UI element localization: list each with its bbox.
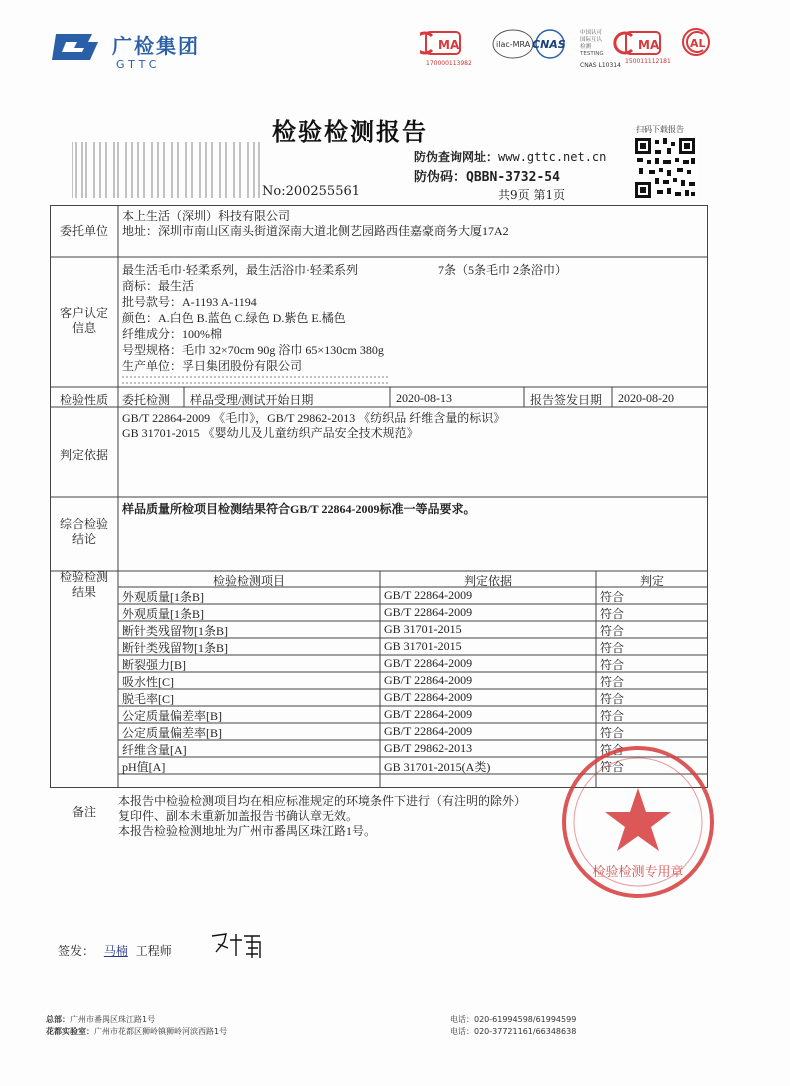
- signer-name: 马楠: [103, 944, 128, 958]
- result-judgement: 符合: [600, 692, 625, 706]
- result-item: 公定质量偏差率[B]: [122, 726, 222, 740]
- remarks-line1: 本报告中检验检测项目均在相应标准规定的环境条件下进行（有注明的除外）: [118, 794, 527, 808]
- cma-mark-icon: [420, 32, 460, 54]
- result-judgement: 符合: [600, 675, 625, 689]
- svg-text:检验检测专用章: 检验检测专用章: [592, 865, 684, 880]
- result-item: pH值[A]: [122, 760, 166, 774]
- basis-line1: GB/T 22864-2009 《毛巾》，GB/T 29862-2013 《纺织品 纤维含量的标识》: [122, 411, 506, 425]
- gttc-logo-icon: [52, 28, 102, 66]
- result-judgement: 符合: [600, 743, 625, 757]
- sample-brand: 商标：最生活: [122, 279, 195, 293]
- sample-fiber: 纤维成分：100%棉: [122, 327, 222, 341]
- results-label: 检验检测 结果: [59, 570, 108, 599]
- result-judgement: 符合: [600, 624, 625, 638]
- inspection-value: 委托检测: [122, 393, 171, 407]
- brand-name: 广检集团: [112, 34, 200, 58]
- cma-number-2: 150011112181: [625, 58, 671, 65]
- sample-producer: 生产单位：孚日集团股份有限公司: [122, 359, 303, 373]
- result-item: 脱毛率[C]: [122, 692, 174, 706]
- result-basis: GB 31701-2015: [384, 622, 462, 636]
- result-judgement: 符合: [600, 607, 625, 621]
- remarks-line2: 复印件、副本未重新加盖报告书确认章无效。: [118, 809, 359, 823]
- handwritten-signature-icon: [210, 930, 280, 960]
- sample-batch: 批号款号：A-1193 A-1194: [122, 295, 257, 309]
- cnas-id: CNAS L10314: [580, 62, 621, 69]
- result-item: 断针类残留物[1条B]: [122, 641, 228, 655]
- cma-number-1: 170000113982: [426, 60, 472, 67]
- report-title: 检验检测报告: [272, 117, 428, 146]
- results-header-judgement: 判定: [639, 574, 664, 588]
- conclusion-text: 样品质量所检项目检测结果符合GB/T 22864-2009标准一等品要求。: [122, 502, 476, 516]
- client-name: 本上生活（深圳）科技有限公司: [122, 209, 291, 223]
- svg-text:ilac-MRA: ilac-MRA: [496, 40, 531, 49]
- qr-label: 扫码下载报告: [636, 125, 684, 134]
- start-date: 2020-08-13: [396, 391, 452, 405]
- result-basis: GB/T 22864-2009: [384, 690, 473, 704]
- result-basis: GB 31701-2015: [384, 639, 462, 653]
- qr-code-icon[interactable]: [633, 136, 697, 200]
- remarks-line3: 本报告检验检测地址为广州市番禺区珠江路1号。: [118, 824, 377, 838]
- result-item: 公定质量偏差率[B]: [122, 709, 222, 723]
- signer-title: 工程师: [135, 944, 172, 958]
- sample-count: 7条（5条毛巾 2条浴巾）: [438, 263, 568, 277]
- decorative-stripes: [72, 142, 260, 198]
- svg-text:MA: MA: [638, 38, 660, 52]
- basis-label: 判定依据: [59, 448, 108, 462]
- result-judgement: 符合: [600, 590, 625, 604]
- anti-fake-url: 防伪查询网址：www.gttc.net.cn: [414, 150, 607, 164]
- result-basis: GB/T 22864-2009: [384, 724, 473, 738]
- cma-mark-icon-2: [615, 32, 660, 54]
- sample-colors: 颜色：A.白色 B.蓝色 C.绿色 D.紫色 E.橘色: [122, 311, 346, 325]
- cnas-text: 中国认可 国际互认 检测 TESTING: [580, 30, 604, 57]
- remarks-label: 备注: [71, 805, 96, 819]
- basis-line2: GB 31701-2015 《婴幼儿及儿童纺织产品安全技术规范》: [122, 426, 419, 440]
- result-judgement: 符合: [600, 641, 625, 655]
- result-judgement: 符合: [600, 709, 625, 723]
- client-label: 委托单位: [59, 224, 108, 238]
- issue-date-label: 报告签发日期: [530, 393, 603, 407]
- result-item: 吸水性[C]: [122, 675, 174, 689]
- sample-label: 客户认定 信息: [59, 306, 108, 335]
- ilac-mra-mark-icon: [493, 30, 533, 58]
- footer-addresses: 总部：广州市番禺区珠江路1号 花都实验室：广州市花都区狮岭镇狮岭河滨西路1号: [46, 1015, 228, 1036]
- signature-line: 签发： 马楠 工程师: [58, 944, 172, 958]
- red-seal-icon: [558, 742, 718, 902]
- result-judgement: 符合: [600, 658, 625, 672]
- result-item: 外观质量[1条B]: [122, 590, 204, 604]
- client-address: 地址：深圳市南山区南头街道深南大道北侧艺园路西佳嘉豪商务大厦17A2: [122, 224, 509, 238]
- result-item: 断裂强力[B]: [122, 658, 186, 672]
- result-basis: GB/T 22864-2009: [384, 588, 473, 602]
- cal-mark-icon: [683, 29, 709, 55]
- cnas-mark-icon: [532, 30, 566, 58]
- issue-date: 2020-08-20: [618, 391, 674, 405]
- report-number: No:200255561: [262, 184, 361, 199]
- result-basis: GB/T 22864-2009: [384, 673, 473, 687]
- svg-text:AL: AL: [690, 37, 706, 50]
- start-date-label: 样品受理/测试开始日期: [190, 393, 314, 407]
- inspection-label: 检验性质: [59, 393, 108, 407]
- conclusion-label: 综合检验 结论: [59, 517, 108, 546]
- result-basis: GB/T 29862-2013: [384, 741, 473, 755]
- svg-text:MA: MA: [438, 38, 460, 52]
- result-basis: GB 31701-2015(A类): [384, 760, 491, 774]
- page-indicator: 共9页 第1页: [498, 188, 566, 202]
- brand-name-en: GTTC: [116, 58, 161, 71]
- result-item: 纤维含量[A]: [122, 743, 187, 757]
- result-basis: GB/T 22864-2009: [384, 656, 473, 670]
- sample-line1: 最生活毛巾·轻柔系列，最生活浴巾·轻柔系列: [122, 263, 358, 277]
- anti-fake-code: 防伪码：QBBN-3732-54: [414, 170, 560, 185]
- result-judgement: 符合: [600, 760, 625, 774]
- result-judgement: 符合: [600, 726, 625, 740]
- sample-spec: 号型规格：毛巾 32×70cm 90g 浴巾 65×130cm 380g: [122, 343, 384, 357]
- result-basis: GB/T 22864-2009: [384, 707, 473, 721]
- result-item: 外观质量[1条B]: [122, 607, 204, 621]
- results-header-basis: 判定依据: [463, 574, 512, 588]
- result-item: 断针类残留物[1条B]: [122, 624, 228, 638]
- svg-text:CNAS: CNAS: [532, 38, 566, 51]
- result-basis: GB/T 22864-2009: [384, 605, 473, 619]
- footer-phones: 电话：020-61994598/61994599 电话：020-37721161/66348638: [450, 1015, 577, 1036]
- results-header-item: 检验检测项目: [212, 574, 285, 588]
